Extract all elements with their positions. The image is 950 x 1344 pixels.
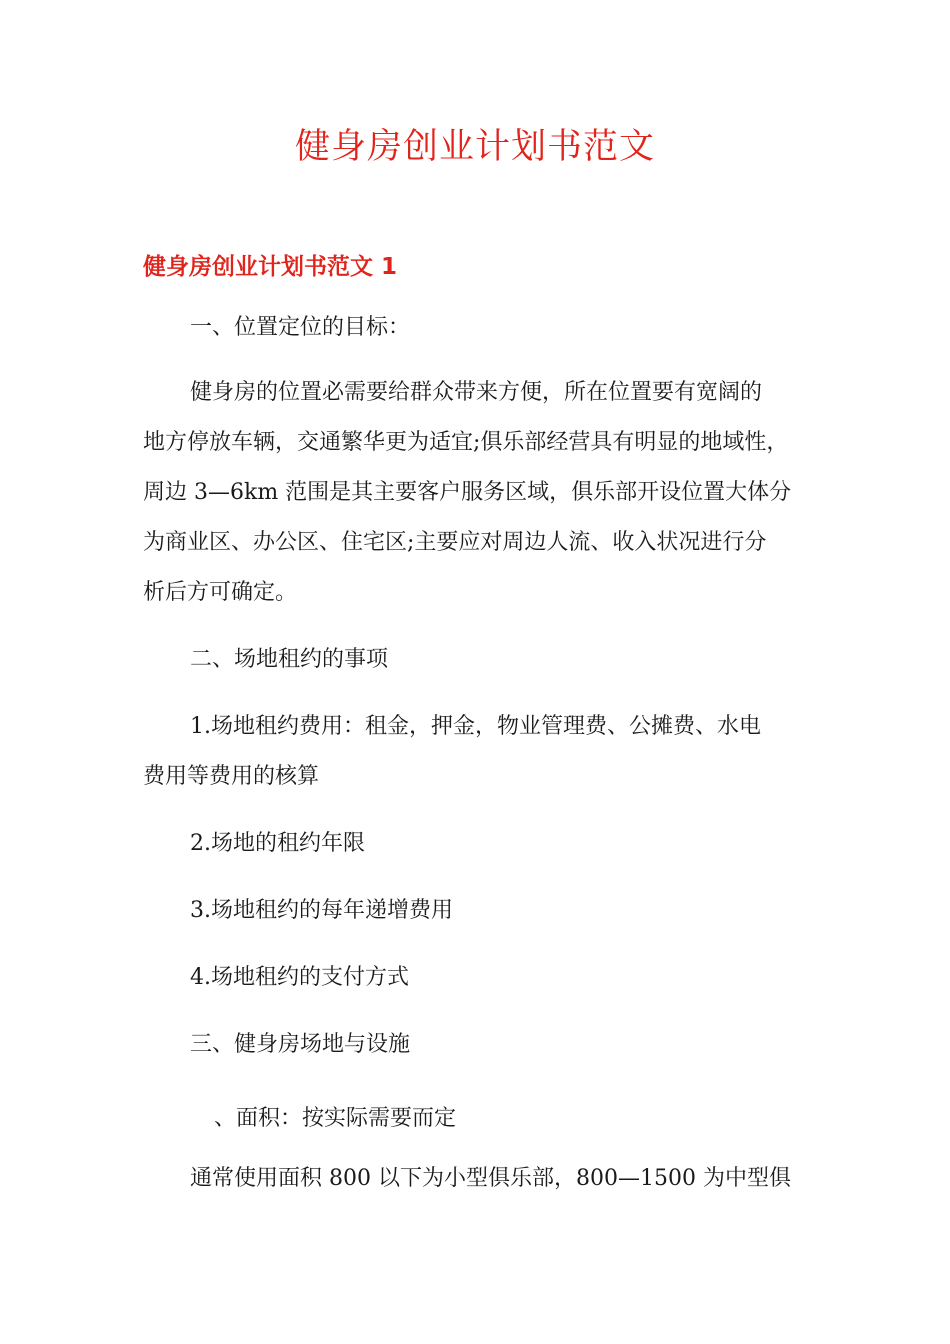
paragraph-line: 周边 3—6km 范围是其主要客户服务区域，俱乐部开设位置大体分: [143, 480, 792, 505]
paragraph-line: 为商业区、办公区、住宅区;主要应对周边人流、收入状况进行分: [143, 530, 767, 555]
section-title: 健身房创业计划书范文 1: [143, 254, 398, 280]
list-item: 3.场地租约的每年递增费用: [190, 898, 453, 923]
paragraph-line: 通常使用面积 800 以下为小型俱乐部，800—1500 为中型俱: [190, 1166, 791, 1191]
list-item: 2.场地的租约年限: [190, 831, 365, 856]
heading-facilities: 三、健身房场地与设施: [190, 1032, 411, 1057]
list-item: 4.场地租约的支付方式: [190, 965, 409, 990]
heading-lease-items: 二、场地租约的事项: [190, 647, 389, 672]
area-heading: 、面积：按实际需要而定: [214, 1106, 457, 1131]
list-item: 1.场地租约费用：租金，押金，物业管理费、公摊费、水电: [190, 714, 761, 739]
document-title: 健身房创业计划书范文: [294, 127, 655, 167]
list-item-continuation: 费用等费用的核算: [143, 764, 320, 789]
paragraph-line: 地方停放车辆，交通繁华更为适宜;俱乐部经营具有明显的地域性，: [143, 430, 789, 455]
paragraph-line: 析后方可确定。: [143, 580, 298, 605]
heading-location-target: 一、位置定位的目标：: [190, 315, 411, 340]
paragraph-line: 健身房的位置必需要给群众带来方便，所在位置要有宽阔的: [190, 380, 763, 405]
